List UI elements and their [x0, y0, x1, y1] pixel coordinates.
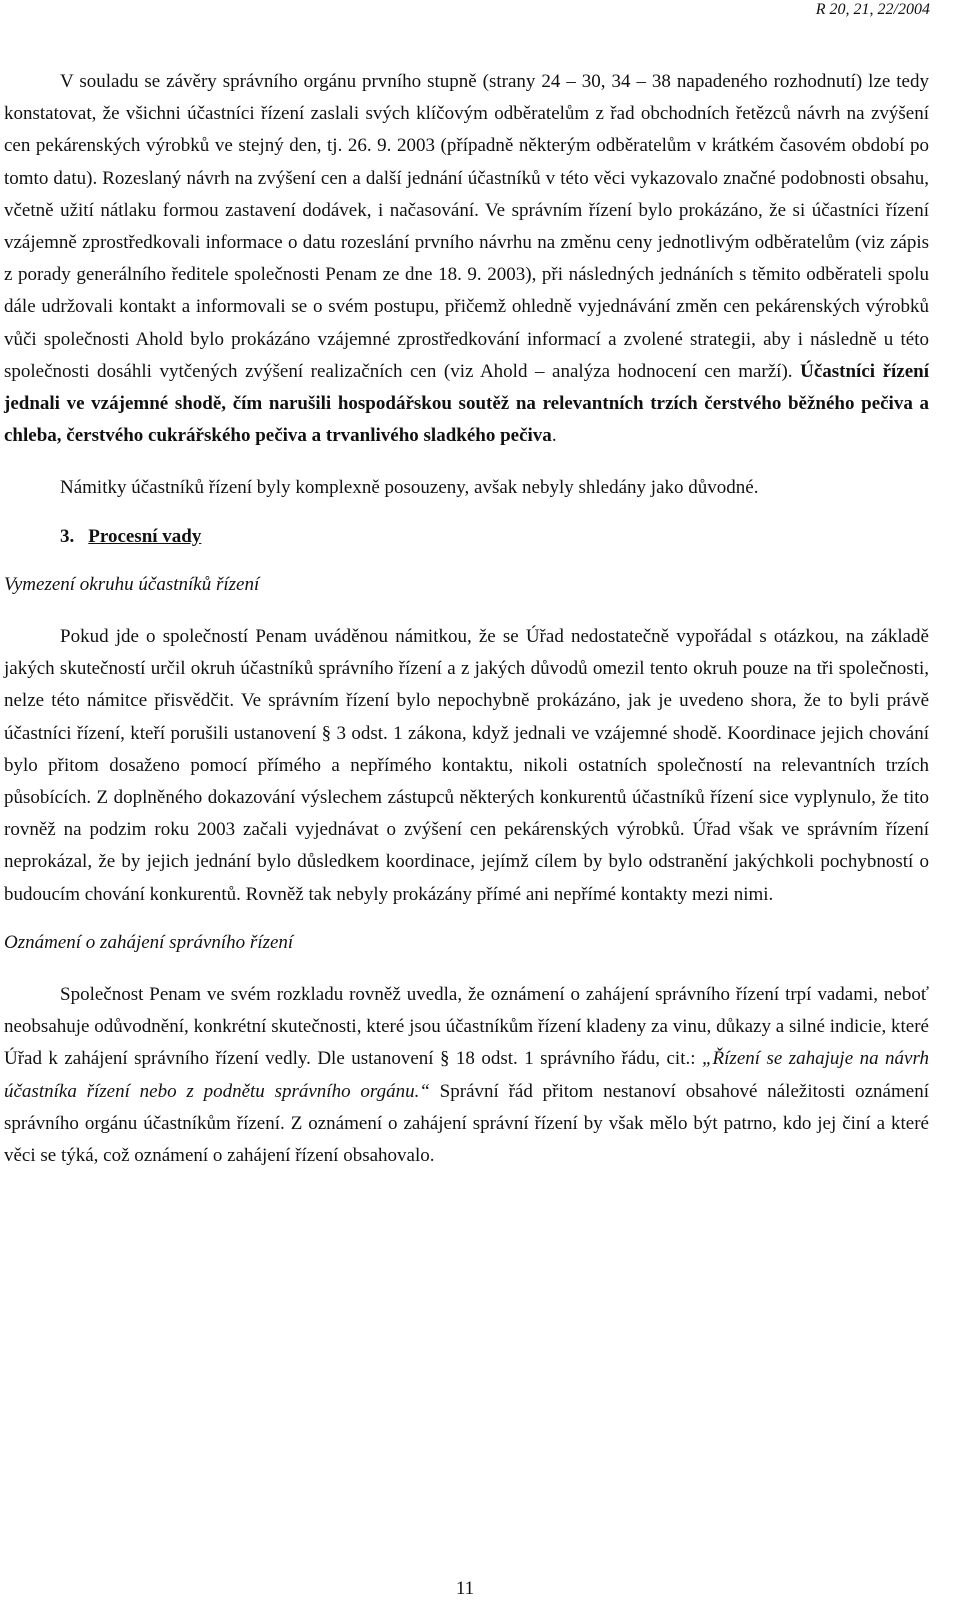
- subheading-notification: [4, 927, 929, 959]
- paragraph-conclusion-bold: Účastníci řízení jednali ve vzájemné shodě, čím narušili hospodářskou soutěž na relevantních trzích čerstvého běžného pečiva a chleba, čerstvého cukrářského pečiva a trvanlivého sladkého pečiva: [4, 360, 929, 447]
- paragraph-notification-text: Společnost Penam ve svém rozkladu rovněž uvedla, že oznámení o zahájení správního řízení trpí vadami, neboť neobsahuje odůvodnění, konkrétní skutečnosti, které jsou účastníkům řízení kladeny za vinu, důkazy a silné indicie, které Úřad k zahájení správního řízení vedly. Dle ustanovení § 18 odst. 1 správního řádu, cit.:: [4, 984, 929, 1070]
- paragraph-conclusion-end: .: [551, 425, 557, 447]
- section-number: 3.: [60, 525, 75, 547]
- section-title: Procesní vady: [88, 525, 202, 547]
- document-body: [4, 66, 929, 1172]
- paragraph-conclusion: [4, 66, 929, 452]
- subheading-participants-text: Vymezení okruhu účastníků řízení: [4, 573, 260, 595]
- paragraph-notification-quote: „Řízení se zahajuje na návrh účastníka řízení nebo z podnětu správního orgánu.“: [4, 1048, 929, 1102]
- page-number: 11: [455, 1578, 475, 1599]
- paragraph-conclusion-text: V souladu se závěry správního orgánu prvního stupně (strany 24 – 30, 34 – 38 napadeného rozhodnutí) lze tedy konstatovat, že všichni účastníci řízení zaslali svých klíčovým odběratelům z řad obchodních řetězců návrh na zvýšení cen pekárenských výrobků ve stejný den, tj. 26. 9. 2003 (případně některým odběratelům v krátkém časovém období po tomto datu). Rozeslaný návrh na zvýšení cen a další jednání účastníků v této věci vykazovalo značné podobnosti obsahu, včetně užití nátlaku formou zastavení dodávek, i načasování. Ve správním řízení bylo prokázáno, že si účastníci řízení vzájemně zprostředkovali informace o datu rozeslání prvního návrhu na změnu ceny jednotlivým odběratelům (viz zápis z porady generálního ředitele společnosti Penam ze dne 18. 9. 2003), při následných jednáních s těmito odběrateli spolu dále udržovali kontakt a informovali se o svém postupu, přičemž ohledně vyjednávání změn cen pekárenských výrobků vůči společnosti Ahold bylo prokázáno vzájemné zprostředkování informací a zvolené strategii, aby i následně u této společnosti dosáhli vytčených zvýšení realizačních cen (viz Ahold – analýza hodnocení cen marží).: [4, 71, 929, 382]
- paragraph-notification: [4, 979, 929, 1172]
- subheading-participants: [4, 569, 929, 601]
- document-reference: R 20, 21, 22/2004: [815, 1, 930, 18]
- paragraph-participants: Pokud jde o společností Penam uváděnou námitkou, že se Úřad nedostatečně vypořádal s otázkou, na základě jakých skutečností určil okruh účastníků správního řízení a z jakých důvodů omezil tento okruh pouze na tři společnosti, nelze této námitce přisvědčit. Ve správním řízení bylo nepochybně prokázáno, jak je uvedeno shora, že to byli právě účastníci řízení, kteří porušili ustanovení § 3 odst. 1 zákona, když jednali ve vzájemné shodě. Koordinace jejich chování bylo přitom dosaženo pomocí přímého a nepřímého kontaktu, nikoli ostatních společností na relevantních trzích působících. Z doplněného dokazování výslechem zástupců některých konkurentů účastníků řízení sice vyplynulo, že tito rovněž na podzim roku 2003 začali vyjednávat o zvýšení cen pekárenských výrobků. Úřad však ve správním řízení neprokázal, že by jejich jednání bylo důsledkem koordinace, jejímž cílem by bylo odstranění jakýchkoli pochybností o budoucím chování konkurentů. Rovněž tak nebyly prokázány přímé ani nepřímé kontakty mezi nimi.: [4, 626, 929, 905]
- paragraph-objections: Námitky účastníků řízení byly komplexně posouzeny, avšak nebyly shledány jako důvodné.: [60, 477, 759, 499]
- subheading-notification-text: Oznámení o zahájení správního řízení: [4, 931, 294, 953]
- paragraph-notification-text-end: Správní řád přitom nestanoví obsahové náležitosti oznámení správního orgánu účastníkům řízení. Z oznámení o zahájení správní řízení by však mělo být patrno, kdo jej činí a které věci se týká, což oznámení o zahájení řízení obsahovalo.: [4, 1080, 929, 1167]
- section-heading: [4, 521, 929, 553]
